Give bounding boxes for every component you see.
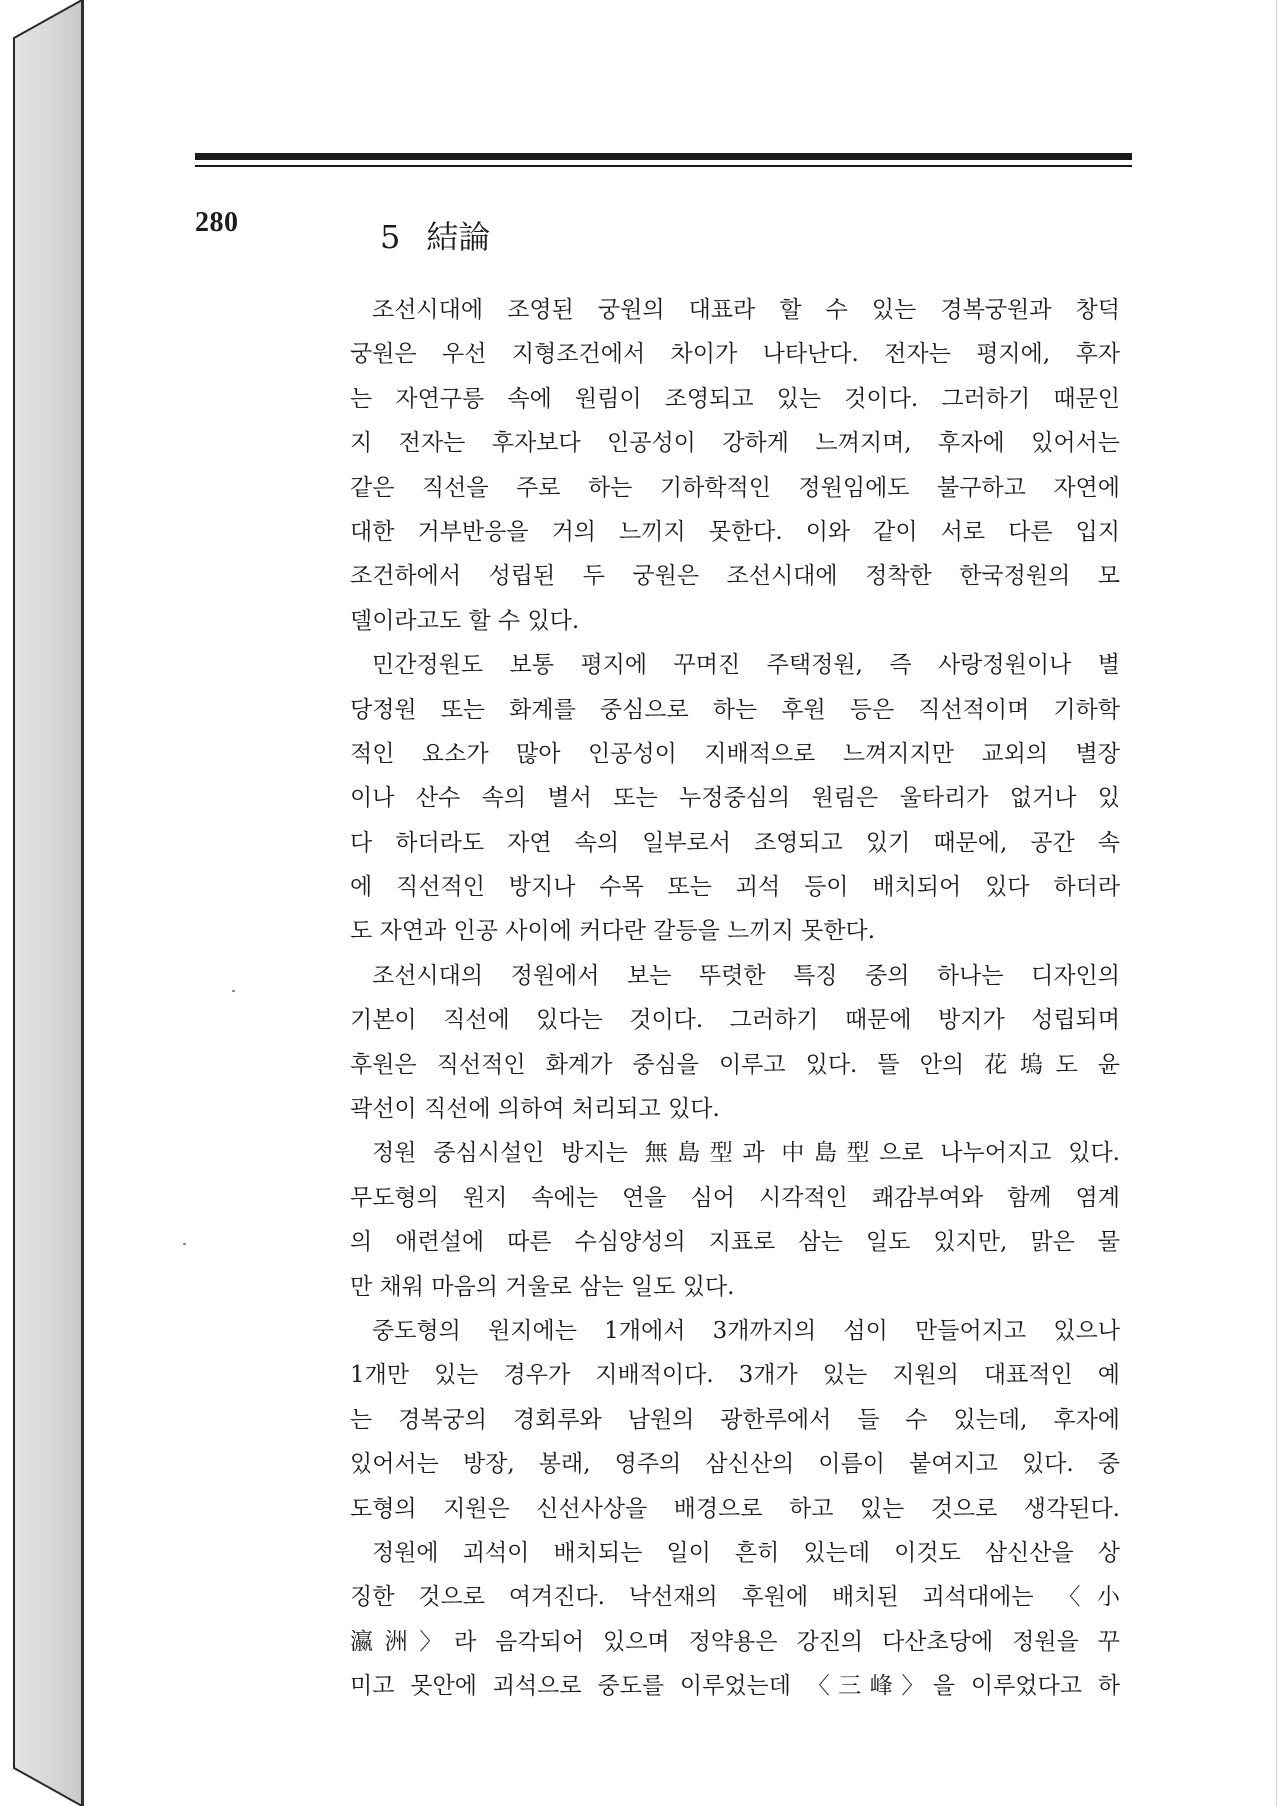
- text-line: 조건하에서 성립된 두 궁원은 조선시대에 정착한 한국정원의 모: [350, 563, 1120, 590]
- section-heading: [380, 212, 490, 258]
- text-line: 1개만 있는 경우가 지배적이다. 3개가 있는 지원의 대표적인 예: [350, 1362, 1120, 1389]
- body-text: [350, 288, 1120, 1709]
- text-line: 대한 거부반응을 거의 느끼지 못한다. 이와 같이 서로 다른 입지: [350, 518, 1120, 545]
- text-line: 조선시대의 정원에서 보는 뚜렷한 특징 중의 하나는 디자인의: [372, 962, 1120, 989]
- text-line: 미고 못안에 괴석으로 중도를 이루었는데 〈三峰〉을 이루었다고 하: [350, 1673, 1120, 1700]
- text-line: 瀛洲〉라 음각되어 있으며 정약용은 강진의 다산초당에 정원을 꾸: [350, 1628, 1120, 1655]
- text-line: 있어서는 방장, 봉래, 영주의 삼신산의 이름이 붙여지고 있다. 중: [350, 1451, 1120, 1478]
- section-number: 5: [380, 218, 401, 256]
- text-line: 민간정원도 보통 평지에 꾸며진 주택정원, 즉 사랑정원이나 별: [372, 652, 1120, 679]
- text-line: 후원은 직선적인 화계가 중심을 이루고 있다. 뜰 안의 花塢도 윤: [350, 1051, 1120, 1078]
- page-number: 280: [195, 207, 239, 238]
- text-line: 기본이 직선에 있다는 것이다. 그러하기 때문에 방지가 성립되며: [350, 1007, 1120, 1034]
- text-line: 중도형의 원지에는 1개에서 3개까지의 섬이 만들어지고 있으나: [372, 1317, 1120, 1344]
- text-line: 도형의 지원은 신선사상을 배경으로 하고 있는 것으로 생각된다.: [350, 1495, 1120, 1522]
- text-line: 징한 것으로 여겨진다. 낙선재의 후원에 배치된 괴석대에는 〈小: [350, 1584, 1120, 1611]
- text-line: 의 애련설에 따른 수심양성의 지표로 삼는 일도 있지만, 맑은 물: [350, 1229, 1120, 1256]
- header-rule-thick: [195, 153, 1132, 160]
- print-speck: [232, 990, 235, 992]
- text-line: 조선시대에 조영된 궁원의 대표라 할 수 있는 경복궁원과 창덕: [372, 297, 1120, 323]
- text-line: 만 채워 마음의 거울로 삼는 일도 있다.: [350, 1273, 735, 1300]
- text-line: 지 전자는 후자보다 인공성이 강하게 느껴지며, 후자에 있어서는: [350, 430, 1120, 457]
- book-spine: [0, 0, 84, 1806]
- text-line: 델이라고도 할 수 있다.: [350, 607, 580, 634]
- text-line: 궁원은 우선 지형조건에서 차이가 나타난다. 전자는 평지에, 후자: [350, 341, 1120, 368]
- text-line: 적인 요소가 많아 인공성이 지배적으로 느껴지지만 교외의 별장: [350, 740, 1120, 767]
- text-line: 는 자연구릉 속에 원림이 조영되고 있는 것이다. 그러하기 때문인: [350, 385, 1120, 412]
- text-line: 당정원 또는 화계를 중심으로 하는 후원 등은 직선적이며 기하학: [350, 696, 1120, 723]
- print-speck: [183, 1243, 186, 1245]
- text-line: 정원 중심시설인 방지는 無島型과 中島型으로 나누어지고 있다.: [372, 1140, 1120, 1167]
- text-line: 는 경복궁의 경회루와 남원의 광한루에서 들 수 있는데, 후자에: [350, 1406, 1120, 1433]
- text-line: 곽선이 직선에 의하여 처리되고 있다.: [350, 1096, 720, 1123]
- text-line: 에 직선적인 방지나 수목 또는 괴석 등이 배치되어 있다 하더라: [350, 874, 1120, 901]
- text-line: 도 자연과 인공 사이에 커다란 갈등을 느끼지 못한다.: [350, 918, 876, 945]
- text-line: 다 하더라도 자연 속의 일부로서 조영되고 있기 때문에, 공간 속: [350, 829, 1120, 856]
- text-line: 이나 산수 속의 별서 또는 누정중심의 원림은 울타리가 없거나 있: [350, 785, 1120, 812]
- text-line: 정원에 괴석이 배치되는 일이 흔히 있는데 이것도 삼신산을 상: [372, 1539, 1120, 1566]
- header-rule-thin: [195, 165, 1132, 167]
- section-title: 結論: [426, 218, 491, 256]
- text-line: 무도형의 원지 속에는 연을 심어 시각적인 쾌감부여와 함께 염계: [350, 1184, 1120, 1211]
- text-line: 같은 직선을 주로 하는 기하학적인 정원임에도 불구하고 자연에: [350, 474, 1120, 501]
